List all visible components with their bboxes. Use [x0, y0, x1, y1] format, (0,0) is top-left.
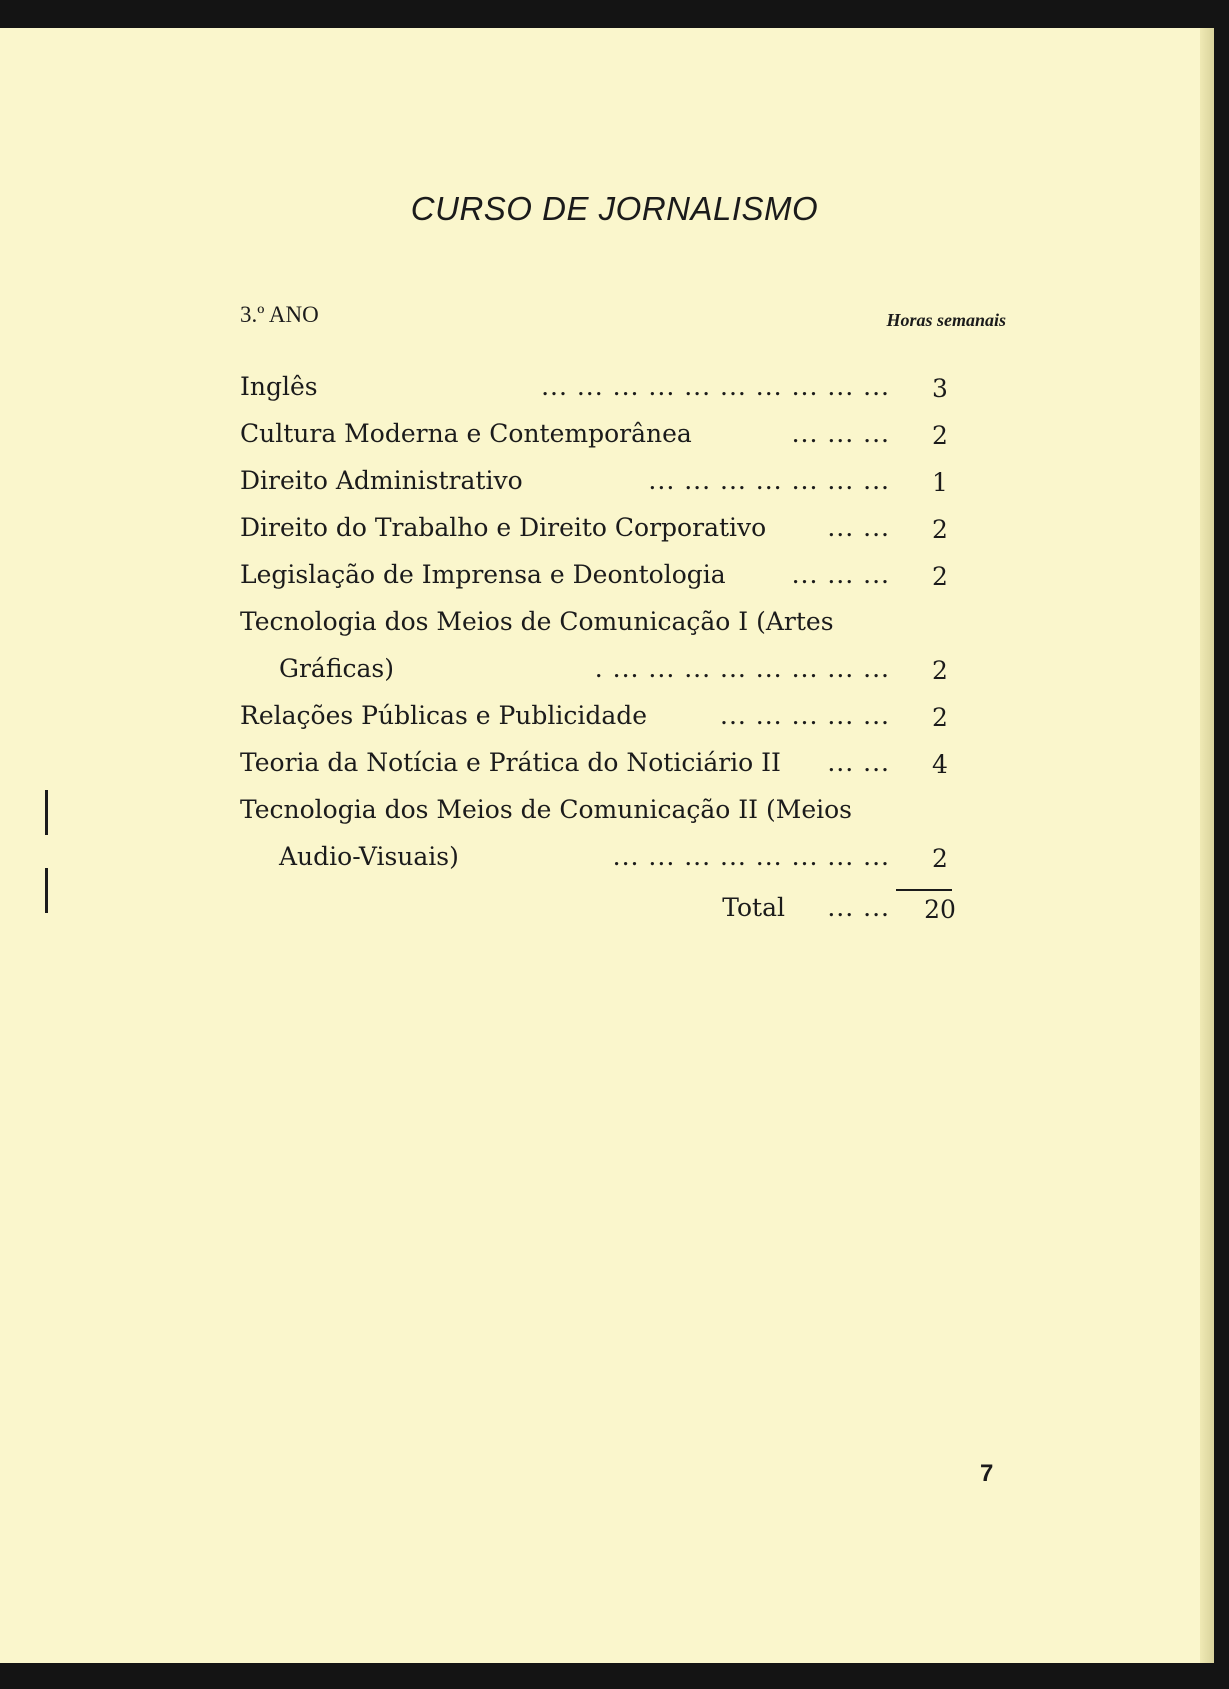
subject-name: Relações Públicas e Publicidade [240, 701, 648, 730]
weekly-hours: 2 [932, 421, 948, 450]
subject-name: Legislação de Imprensa e Deontologia [240, 560, 726, 589]
subject-row [240, 701, 960, 748]
total-label: Total [722, 893, 785, 922]
total-rule [896, 889, 952, 891]
leader-dots: ... ... [827, 513, 890, 542]
total-hours: 20 [924, 895, 956, 924]
subject-row [240, 654, 960, 701]
subject-row [240, 748, 960, 795]
subject-name-continued: Audio-Visuais) [279, 842, 459, 871]
margin-mark [45, 868, 48, 913]
weekly-hours: 3 [932, 374, 948, 403]
leader-dots: ... ... ... [791, 419, 890, 448]
margin-mark [45, 790, 48, 835]
weekly-hours: 2 [932, 703, 948, 732]
subject-row-line [240, 795, 960, 842]
weekly-hours: 2 [932, 844, 948, 873]
leader-dots: . ... ... ... ... ... ... ... ... [594, 654, 890, 683]
subject-row-line [240, 607, 960, 654]
subject-row [240, 372, 960, 419]
subject-name: Direito Administrativo [240, 466, 523, 495]
leader-dots: ... ... ... [791, 560, 890, 589]
leader-dots: ... ... [827, 748, 890, 777]
subject-name: Direito do Trabalho e Direito Corporativo [240, 513, 767, 542]
subject-row [240, 466, 960, 513]
leader-dots: ... ... ... ... ... ... ... ... ... ... [541, 372, 890, 401]
subject-name: Teoria da Notícia e Prática do Noticiário II [240, 748, 781, 777]
subject-name: Inglês [240, 372, 318, 401]
leader-dots: ... ... ... ... ... ... ... [648, 466, 890, 495]
year-label: 3.º ANO [240, 302, 319, 327]
total-row [240, 889, 960, 937]
leader-dots: ... ... ... ... ... [720, 701, 890, 730]
leader-dots: ... ... ... ... ... ... ... ... [612, 842, 890, 871]
subject-name: Cultura Moderna e Contemporânea [240, 419, 692, 448]
subject-row [240, 513, 960, 560]
leader-dots: ... ... [827, 893, 890, 922]
subject-row [240, 419, 960, 466]
weekly-hours: 2 [932, 515, 948, 544]
weekly-hours: 2 [932, 562, 948, 591]
hours-column-header: Horas semanais [886, 310, 1006, 330]
subject-table [240, 372, 960, 937]
weekly-hours: 4 [932, 750, 948, 779]
page-number: 7 [980, 1460, 994, 1487]
page-title: CURSO DE JORNALISMO [410, 190, 819, 227]
subject-name: Tecnologia dos Meios de Comunicação I (Artes [240, 607, 834, 636]
weekly-hours: 1 [932, 468, 948, 497]
subject-row [240, 560, 960, 607]
subject-row [240, 842, 960, 889]
subject-name-continued: Gráficas) [279, 654, 394, 683]
weekly-hours: 2 [932, 656, 948, 685]
subject-name: Tecnologia dos Meios de Comunicação II (Meios [240, 795, 852, 824]
